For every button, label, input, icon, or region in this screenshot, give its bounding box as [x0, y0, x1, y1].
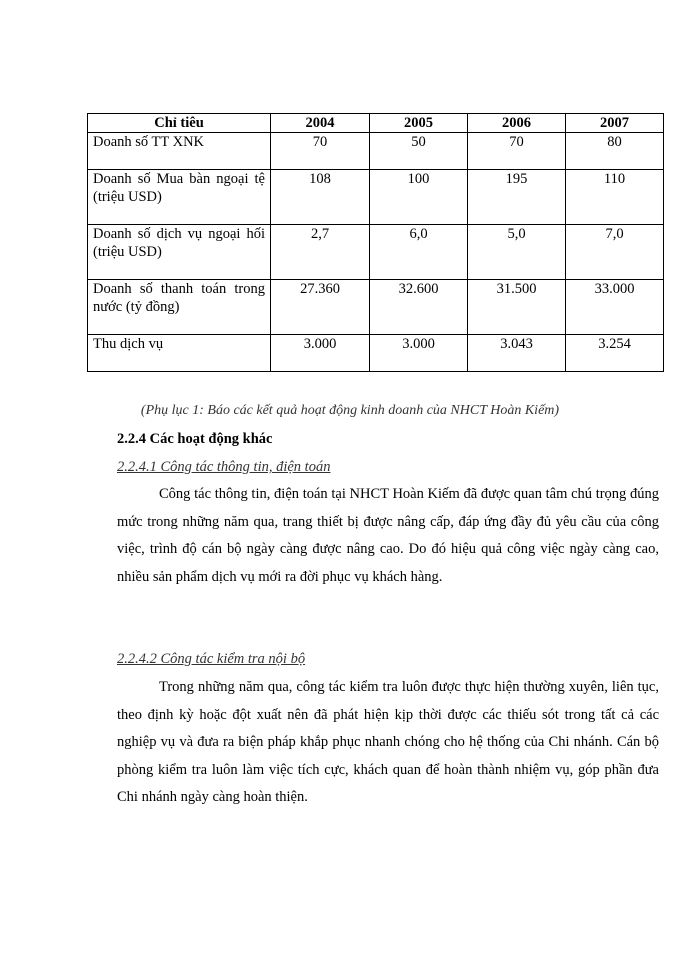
cell-value: 50: [370, 133, 468, 170]
cell-value: 33.000: [566, 280, 664, 335]
cell-value: 80: [566, 133, 664, 170]
row-label: Thu dịch vụ: [88, 335, 271, 372]
table-row: [88, 133, 664, 170]
cell-value: 2,7: [271, 225, 370, 280]
table-header-row: [88, 114, 664, 133]
cell-value: 195: [468, 170, 566, 225]
header-2006: 2006: [468, 114, 566, 133]
table-row: [88, 280, 664, 335]
cell-value: 3.000: [271, 335, 370, 372]
table-row: [88, 170, 664, 225]
cell-value: 70: [468, 133, 566, 170]
paragraph-audit: Trong những năm qua, công tác kiểm tra luôn được thực hiện thường xuyên, liên tục, theo định kỳ hoặc đột xuất nên đã phát hiện kịp thời được các thiếu sót trong tất cả các nghiệp vụ và đưa ra biện pháp khắp phục nhanh chóng cho hệ thống của Chi nhánh. Cán bộ phòng kiểm tra luôn làm việc tích cực, khách quan để hoàn thành nhiệm vụ, góp phần đưa Chi nhánh ngày càng hoàn thiện.: [117, 679, 659, 805]
row-label: Doanh số dịch vụ ngoại hối (triệu USD): [88, 225, 271, 280]
cell-value: 70: [271, 133, 370, 170]
cell-value: 110: [566, 170, 664, 225]
cell-value: 7,0: [566, 225, 664, 280]
section-heading: 2.2.4 Các hoạt động khác: [117, 431, 273, 447]
cell-value: 3.254: [566, 335, 664, 372]
table-row: [88, 335, 664, 372]
cell-value: 27.360: [271, 280, 370, 335]
table-caption: (Phụ lục 1: Báo các kết quả hoạt động kinh doanh của NHCT Hoàn Kiếm): [140, 403, 560, 418]
header-indicator: Chỉ tiêu: [88, 114, 271, 133]
cell-value: 32.600: [370, 280, 468, 335]
cell-value: 3.043: [468, 335, 566, 372]
header-2005: 2005: [370, 114, 468, 133]
row-label: Doanh số Mua bàn ngoại tệ (triệu USD): [88, 170, 271, 225]
header-2007: 2007: [566, 114, 664, 133]
row-label: Doanh số TT XNK: [88, 133, 271, 170]
row-label: Doanh số thanh toán trong nước (tỷ đồng): [88, 280, 271, 335]
table-row: [88, 225, 664, 280]
cell-value: 6,0: [370, 225, 468, 280]
paragraph-it: Công tác thông tin, điện toán tại NHCT Hoàn Kiếm đã được quan tâm chú trọng đúng mức trong những năm qua, trang thiết bị được nâng cấp, đáp ứng đầy đủ yêu cầu của công việc, trình độ cán bộ ngày càng được nâng cao. Do đó hiệu quả công việc ngày càng cao, nhiều sản phẩm dịch vụ mới ra đời phục vụ khách hàng.: [117, 486, 659, 585]
header-2004: 2004: [271, 114, 370, 133]
cell-value: 3.000: [370, 335, 468, 372]
results-table: [87, 113, 664, 372]
cell-value: 100: [370, 170, 468, 225]
cell-value: 108: [271, 170, 370, 225]
cell-value: 31.500: [468, 280, 566, 335]
subsection-heading-audit: 2.2.4.2 Công tác kiểm tra nội bộ: [117, 651, 306, 667]
subsection-heading-it: 2.2.4.1 Công tác thông tin, điện toán: [117, 459, 331, 475]
cell-value: 5,0: [468, 225, 566, 280]
